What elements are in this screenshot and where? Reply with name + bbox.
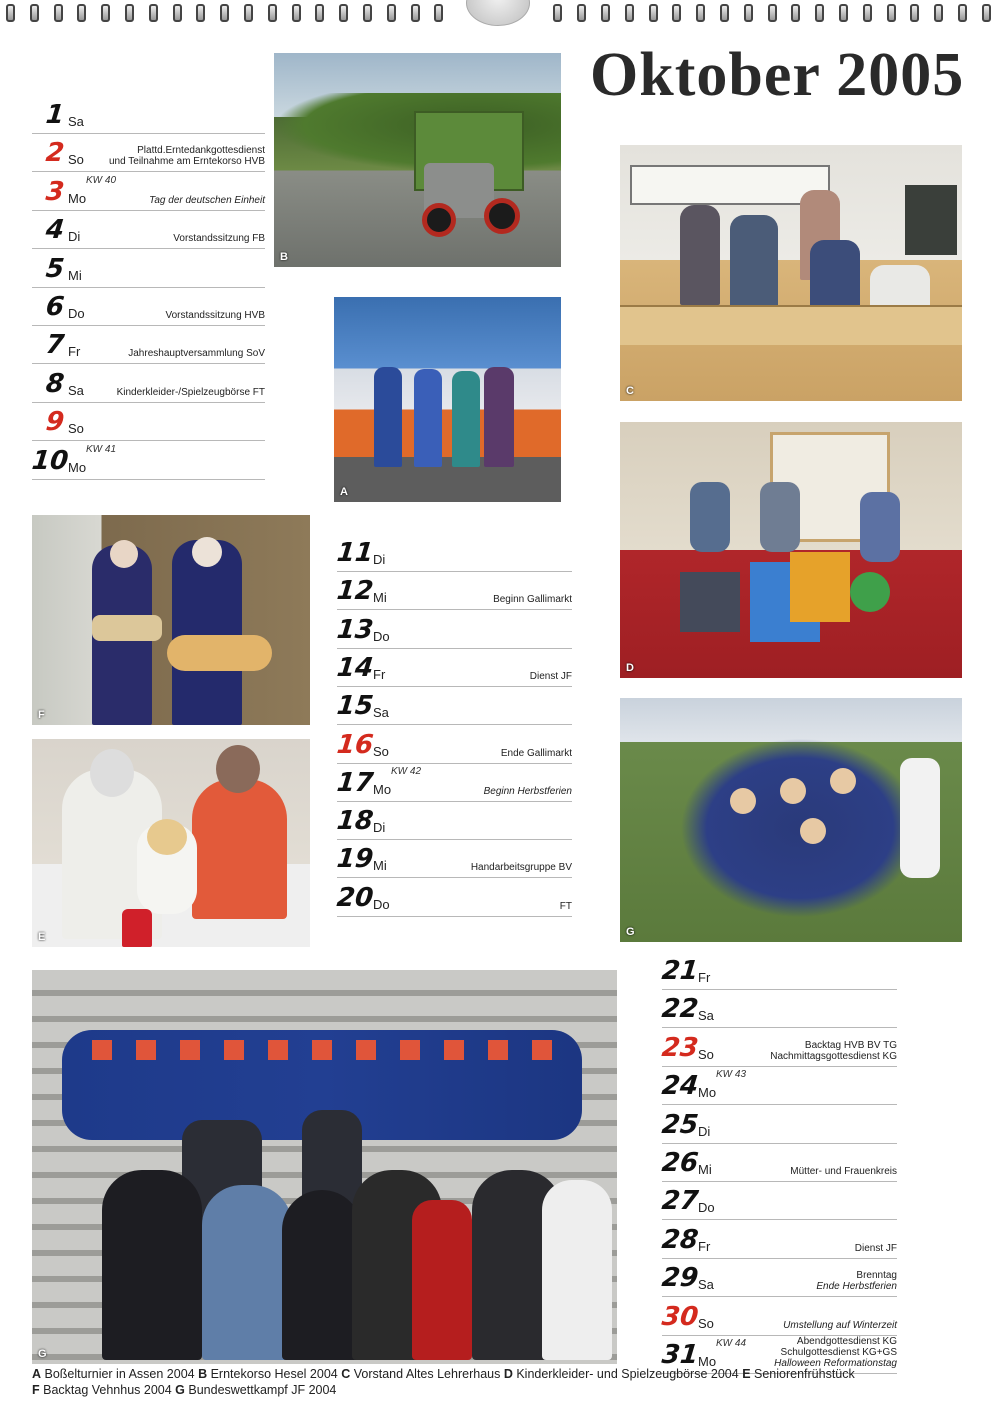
day-events [166, 310, 266, 321]
binding-ring [672, 4, 681, 22]
binding-ring [744, 4, 753, 22]
event-text: Beginn Gallimarkt [493, 594, 572, 606]
event-text: Jahreshauptversammlung SoV [128, 348, 265, 360]
calendar-week: KW 44 [716, 1338, 747, 1349]
day-row [32, 134, 265, 172]
day-number: 15 [335, 691, 375, 722]
event-text: Dienst JF [854, 1242, 897, 1254]
day-number: 22 [660, 994, 700, 1025]
day-row [662, 1182, 897, 1220]
caption-key: A [32, 1367, 42, 1381]
binding-ring [315, 4, 324, 22]
weekday: Mo [68, 459, 87, 475]
binding-ring [696, 4, 705, 22]
day-events [493, 594, 572, 605]
binding-ring [863, 4, 872, 22]
day-row [32, 173, 265, 211]
event-text: Handarbeitsgruppe BV [470, 862, 572, 874]
photo-a-bosselturnier [334, 297, 561, 502]
weekday: Mo [373, 781, 392, 797]
day-events [117, 387, 265, 398]
weekday: Mi [68, 267, 82, 283]
day-events [109, 145, 265, 167]
weekday: Fr [373, 666, 386, 682]
caption-key: D [503, 1367, 513, 1381]
photo-b-erntekorso [274, 53, 561, 267]
day-row [337, 611, 572, 649]
binding-ring [30, 4, 39, 22]
day-row [337, 534, 572, 572]
event-text: FT [559, 900, 572, 912]
weekday: Mi [373, 590, 387, 606]
day-number: 25 [660, 1109, 700, 1140]
weekday: Do [68, 306, 85, 321]
binding-ring [910, 4, 919, 22]
weekday: Mo [698, 1085, 717, 1101]
day-row [337, 802, 572, 840]
caption-text: Kinderkleider- und Spielzeugbörse 2004 [512, 1367, 743, 1381]
weekday: Di [373, 552, 386, 567]
day-events [790, 1166, 897, 1177]
binding-ring [77, 4, 86, 22]
day-number: 10 [30, 445, 70, 476]
event-text: und Teilnahme am Erntekorso HVB [108, 156, 265, 168]
photo-tag: D [626, 662, 634, 674]
event-text: Halloween Reformationstag [774, 1358, 897, 1369]
day-number: 27 [660, 1186, 700, 1217]
day-number: 8 [44, 368, 66, 399]
day-number: 5 [44, 253, 66, 284]
day-row [32, 250, 265, 288]
day-number: 26 [660, 1148, 700, 1178]
weekday: Sa [68, 114, 84, 129]
day-row [662, 1067, 897, 1105]
binding-ring [244, 4, 253, 22]
photo-tag: C [626, 385, 634, 397]
caption-text: Bundeswettkampf JF 2004 [184, 1383, 337, 1397]
binding-ring [720, 4, 729, 22]
weekday: Mo [68, 190, 87, 206]
day-events [128, 348, 265, 359]
day-row [662, 990, 897, 1028]
event-text: Dienst JF [529, 670, 572, 682]
caption-text: Backtag Vehnhus 2004 [39, 1383, 176, 1397]
weekday: Fr [698, 970, 711, 985]
binding-ring [101, 4, 110, 22]
day-row [337, 840, 572, 878]
day-number: 16 [335, 729, 375, 760]
photo-caption [32, 1366, 992, 1398]
day-row [662, 1298, 897, 1336]
calendar-hanger [466, 0, 530, 26]
day-number: 13 [335, 614, 375, 645]
day-number: 12 [335, 576, 375, 607]
binding-ring [6, 4, 15, 22]
calendar-week: KW 41 [86, 443, 117, 455]
caption-key: C [341, 1367, 351, 1381]
binding-ring [387, 4, 396, 22]
binding-ring [125, 4, 134, 22]
event-text: Plattd.Erntedankgottesdienst [137, 145, 265, 157]
binding-ring [339, 4, 348, 22]
weekday: Do [373, 896, 390, 912]
day-row [337, 687, 572, 725]
day-events [484, 786, 572, 797]
weekday: Mo [698, 1354, 717, 1369]
day-row [337, 726, 572, 764]
day-number: 19 [335, 844, 375, 875]
day-row [662, 1221, 897, 1259]
day-events [173, 233, 265, 244]
day-number: 30 [660, 1301, 700, 1332]
weekday: Sa [698, 1277, 714, 1293]
photo-tag: F [38, 709, 45, 721]
binding-ring [434, 4, 443, 22]
photo-f-backtag [32, 515, 310, 725]
calendar-week: KW 43 [716, 1069, 747, 1081]
binding-ring [577, 4, 586, 22]
event-text: Ende Herbstferien [816, 1281, 897, 1293]
binding-ring [411, 4, 420, 22]
day-row [662, 1029, 897, 1067]
caption-text: Vorstand Altes Lehrerhaus [350, 1367, 504, 1381]
day-row [337, 879, 572, 917]
event-text: Abendgottesdienst KG [796, 1336, 897, 1347]
month-title: Oktober 2005 [590, 41, 965, 109]
day-events [855, 1243, 897, 1254]
weekday: Mi [698, 1162, 712, 1177]
day-events [770, 1040, 897, 1062]
photo-tag: G [38, 1348, 47, 1360]
event-text: Vorstandssitzung FB [173, 233, 265, 245]
caption-text: Boßelturnier in Assen 2004 [41, 1367, 199, 1381]
day-number: 28 [660, 1224, 700, 1255]
day-number: 14 [335, 652, 375, 683]
day-events [783, 1320, 897, 1331]
day-number: 1 [44, 100, 66, 130]
binding-ring [196, 4, 205, 22]
caption-key: F [32, 1383, 40, 1397]
binding-ring [791, 4, 800, 22]
event-text: Beginn Herbstferien [483, 785, 572, 797]
day-number: 2 [44, 138, 66, 169]
day-number: 23 [660, 1032, 700, 1063]
day-number: 17 [335, 767, 375, 798]
weekday: So [373, 743, 389, 759]
binding-ring [601, 4, 610, 22]
binding-ring [982, 4, 991, 22]
binding-ring [54, 4, 63, 22]
day-events [560, 901, 572, 912]
binding-ring [649, 4, 658, 22]
photo-e-seniorenfruehstueck [32, 739, 310, 947]
calendar-week: KW 42 [391, 765, 422, 777]
weekday: So [68, 152, 84, 168]
day-events [501, 748, 572, 759]
binding-ring [958, 4, 967, 22]
event-text: Umstellung auf Winterzeit [783, 1319, 897, 1331]
weekday: Mi [373, 858, 387, 874]
binding-ring [173, 4, 182, 22]
weekday: Sa [68, 382, 84, 398]
event-text: Kinderkleider-/Spielzeugbörse FT [116, 386, 265, 398]
day-row [32, 288, 265, 326]
caption-text: Seniorenfrühstück [750, 1367, 855, 1381]
day-number: 7 [44, 330, 66, 361]
weekday: Do [373, 628, 390, 644]
day-number: 20 [335, 882, 375, 913]
day-events [471, 862, 572, 873]
binding-ring [220, 4, 229, 22]
day-number: 29 [660, 1263, 700, 1294]
photo-g-bundeswettkampf-right [620, 698, 962, 942]
day-row [337, 572, 572, 610]
day-number: 4 [44, 215, 66, 246]
binding-ring [625, 4, 634, 22]
day-row [32, 211, 265, 249]
day-number: 3 [44, 176, 66, 207]
caption-key: B [198, 1367, 208, 1381]
photo-d-spielzeugboerse [620, 422, 962, 678]
binding-ring [363, 4, 372, 22]
photo-g-bundeswettkampf-stand [32, 970, 617, 1364]
weekday: Di [698, 1123, 711, 1139]
day-row [32, 365, 265, 403]
event-text: Nachmittagsgottesdienst KG [770, 1050, 897, 1062]
weekday: Sa [698, 1008, 714, 1024]
day-number: 11 [335, 538, 375, 568]
binding-ring [292, 4, 301, 22]
binding-ring [149, 4, 158, 22]
event-text: Mütter- und Frauenkreis [790, 1166, 897, 1177]
caption-key: E [742, 1367, 751, 1381]
photo-tag: B [280, 251, 288, 263]
day-row [662, 1259, 897, 1297]
weekday: So [698, 1315, 714, 1331]
day-number: 6 [44, 292, 66, 322]
day-row [337, 764, 572, 802]
day-events [816, 1270, 897, 1292]
binding-ring [768, 4, 777, 22]
event-text: Brenntag [856, 1270, 897, 1282]
weekday: So [68, 421, 84, 437]
day-events [774, 1336, 897, 1369]
day-row [662, 1106, 897, 1144]
day-row [32, 442, 265, 480]
caption-key: G [175, 1383, 185, 1397]
caption-text: Erntekorso Hesel 2004 [207, 1367, 342, 1381]
event-text: Vorstandssitzung HVB [165, 310, 265, 321]
day-row [32, 326, 265, 364]
spiral-binding [0, 0, 1000, 26]
weekday: Fr [68, 344, 81, 360]
day-row [32, 403, 265, 441]
binding-ring [268, 4, 277, 22]
day-number: 31 [660, 1340, 700, 1370]
event-text: Schulgottesdienst KG+GS [780, 1347, 897, 1358]
weekday: Do [698, 1200, 715, 1216]
weekday: Sa [373, 705, 389, 721]
day-row [32, 96, 265, 134]
day-row [662, 1144, 897, 1182]
day-events [149, 195, 265, 206]
day-number: 9 [44, 407, 66, 438]
day-number: 21 [660, 956, 700, 986]
binding-ring [887, 4, 896, 22]
binding-ring [839, 4, 848, 22]
day-number: 18 [335, 806, 375, 837]
photo-tag: A [340, 486, 348, 498]
day-row [337, 649, 572, 687]
day-events [530, 671, 572, 682]
weekday: So [698, 1046, 714, 1062]
event-text: Tag der deutschen Einheit [149, 194, 265, 206]
weekday: Di [68, 229, 81, 245]
day-row [662, 952, 897, 990]
weekday: Di [373, 820, 386, 836]
weekday: Fr [698, 1238, 711, 1254]
event-text: Ende Gallimarkt [500, 747, 572, 759]
calendar-week: KW 40 [86, 174, 117, 186]
event-text: Backtag HVB BV TG [804, 1039, 897, 1051]
binding-ring [815, 4, 824, 22]
binding-ring [934, 4, 943, 22]
day-number: 24 [660, 1071, 700, 1102]
photo-tag: E [38, 931, 46, 943]
binding-ring [553, 4, 562, 22]
photo-c-vorstand [620, 145, 962, 401]
photo-tag: G [626, 926, 635, 938]
